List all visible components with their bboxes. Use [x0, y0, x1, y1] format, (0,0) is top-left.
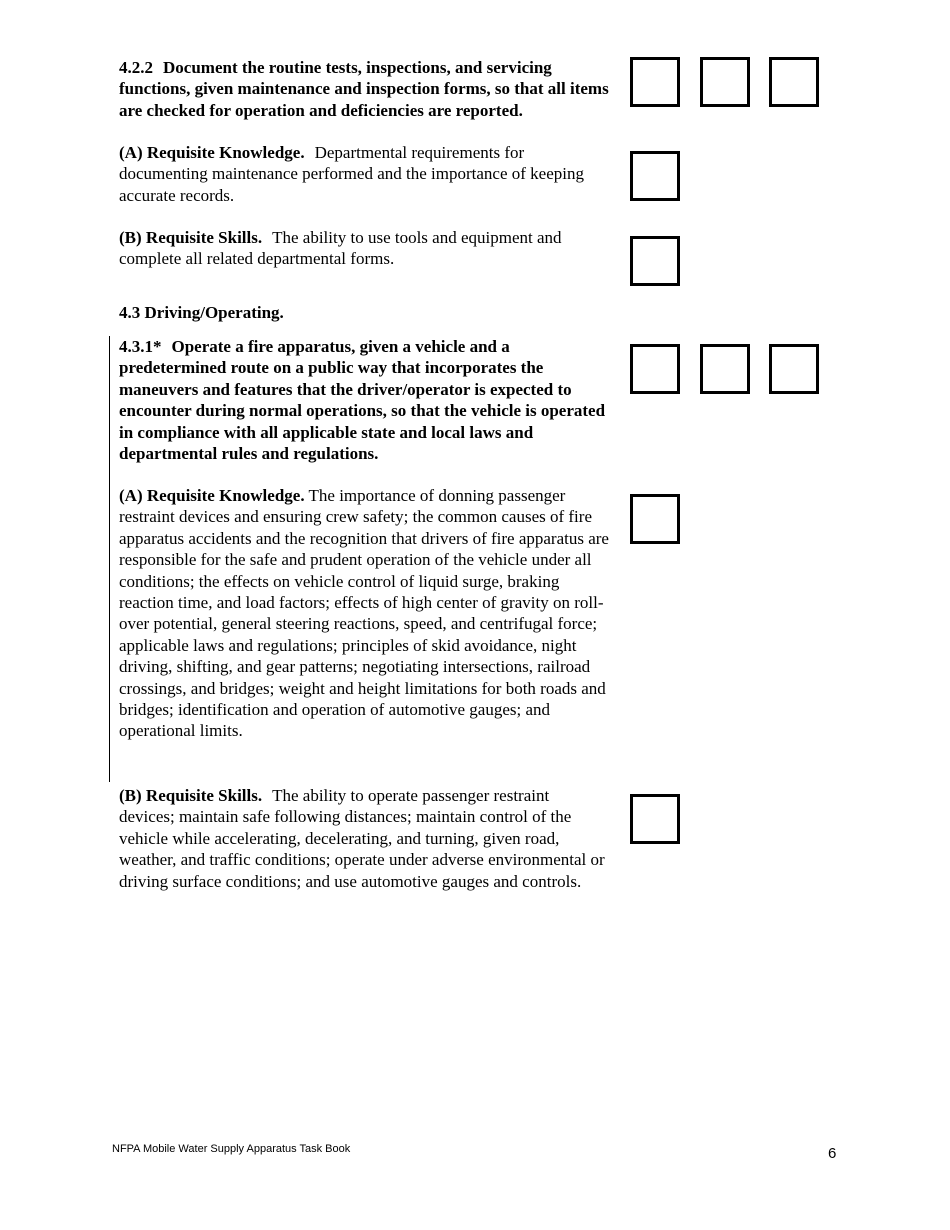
signoff-checkbox[interactable] [630, 151, 680, 201]
knowledge-label: (A) Requisite Knowledge. [119, 486, 305, 505]
section-number: 4.3.1* [119, 337, 162, 356]
signoff-checkbox[interactable] [769, 344, 819, 394]
signoff-checkbox[interactable] [630, 57, 680, 107]
signoff-checkbox[interactable] [630, 494, 680, 544]
skills-text: The ability to use tools and equipment and complete all related departmental forms. [119, 228, 562, 269]
section-4-2-2-knowledge [119, 142, 589, 206]
section-title-text: Document the routine tests, inspections, and servicing functions, given maintenance and inspection forms, so that all items are checked for operation and deficiencies are reported. [119, 58, 609, 120]
section-4-2-2-title [119, 57, 617, 121]
signoff-checkbox[interactable] [630, 794, 680, 844]
signoff-checkbox[interactable] [700, 57, 750, 107]
revision-bar [109, 336, 110, 782]
section-4-3-1-skills [119, 785, 607, 892]
signoff-checkbox[interactable] [700, 344, 750, 394]
skills-label: (B) Requisite Skills. [119, 786, 263, 805]
signoff-checkbox[interactable] [630, 344, 680, 394]
knowledge-text: The importance of donning passenger restraint devices and ensuring crew safety; the common causes of fire apparatus accidents and the recognition that drivers of fire apparatus are responsible for the safe and prudent operation of the vehicle under all conditions; the effects on vehicle control of liquid surge, braking reaction time, and load factors; effects of high center of gravity on roll-over potential, general steering reactions, speed, and centrifugal force; applicable laws and regulations; principles of skid avoidance, night driving, shifting, and gear patterns; negotiating intersections, railroad crossings, and bridges; weight and height limitations for both roads and bridges; identification and operation of automotive gauges; and operational limits. [119, 486, 609, 741]
skills-label: (B) Requisite Skills. [119, 228, 263, 247]
signoff-checkbox[interactable] [769, 57, 819, 107]
section-number: 4.2.2 [119, 58, 153, 77]
section-4-3-heading: 4.3 Driving/Operating. [119, 303, 284, 322]
section-4-3-1-title [119, 336, 617, 464]
knowledge-label: (A) Requisite Knowledge. [119, 143, 305, 162]
page-number: 6 [828, 1145, 837, 1162]
skills-text: The ability to operate passenger restraint devices; maintain safe following distances; maintain control of the vehicle while accelerating, decelerating, and turning, given road, weather, and traffic conditions; operate under adverse environmental or driving surface conditions; and use automotive gauges and controls. [119, 786, 605, 891]
section-4-2-2-skills [119, 227, 617, 270]
footer-document-title: NFPA Mobile Water Supply Apparatus Task Book [112, 1143, 351, 1155]
section-4-3-1-knowledge [119, 485, 617, 742]
knowledge-text: Departmental requirements for documenting maintenance performed and the importance of keeping accurate records. [119, 143, 584, 205]
signoff-checkbox[interactable] [630, 236, 680, 286]
section-title-text: Operate a fire apparatus, given a vehicle and a predetermined route on a public way that incorporates the maneuvers and features that the driver/operator is expected to encounter during normal operations, so that the vehicle is operated in compliance with all applicable state and local laws and departmental rules and regulations. [119, 337, 606, 464]
